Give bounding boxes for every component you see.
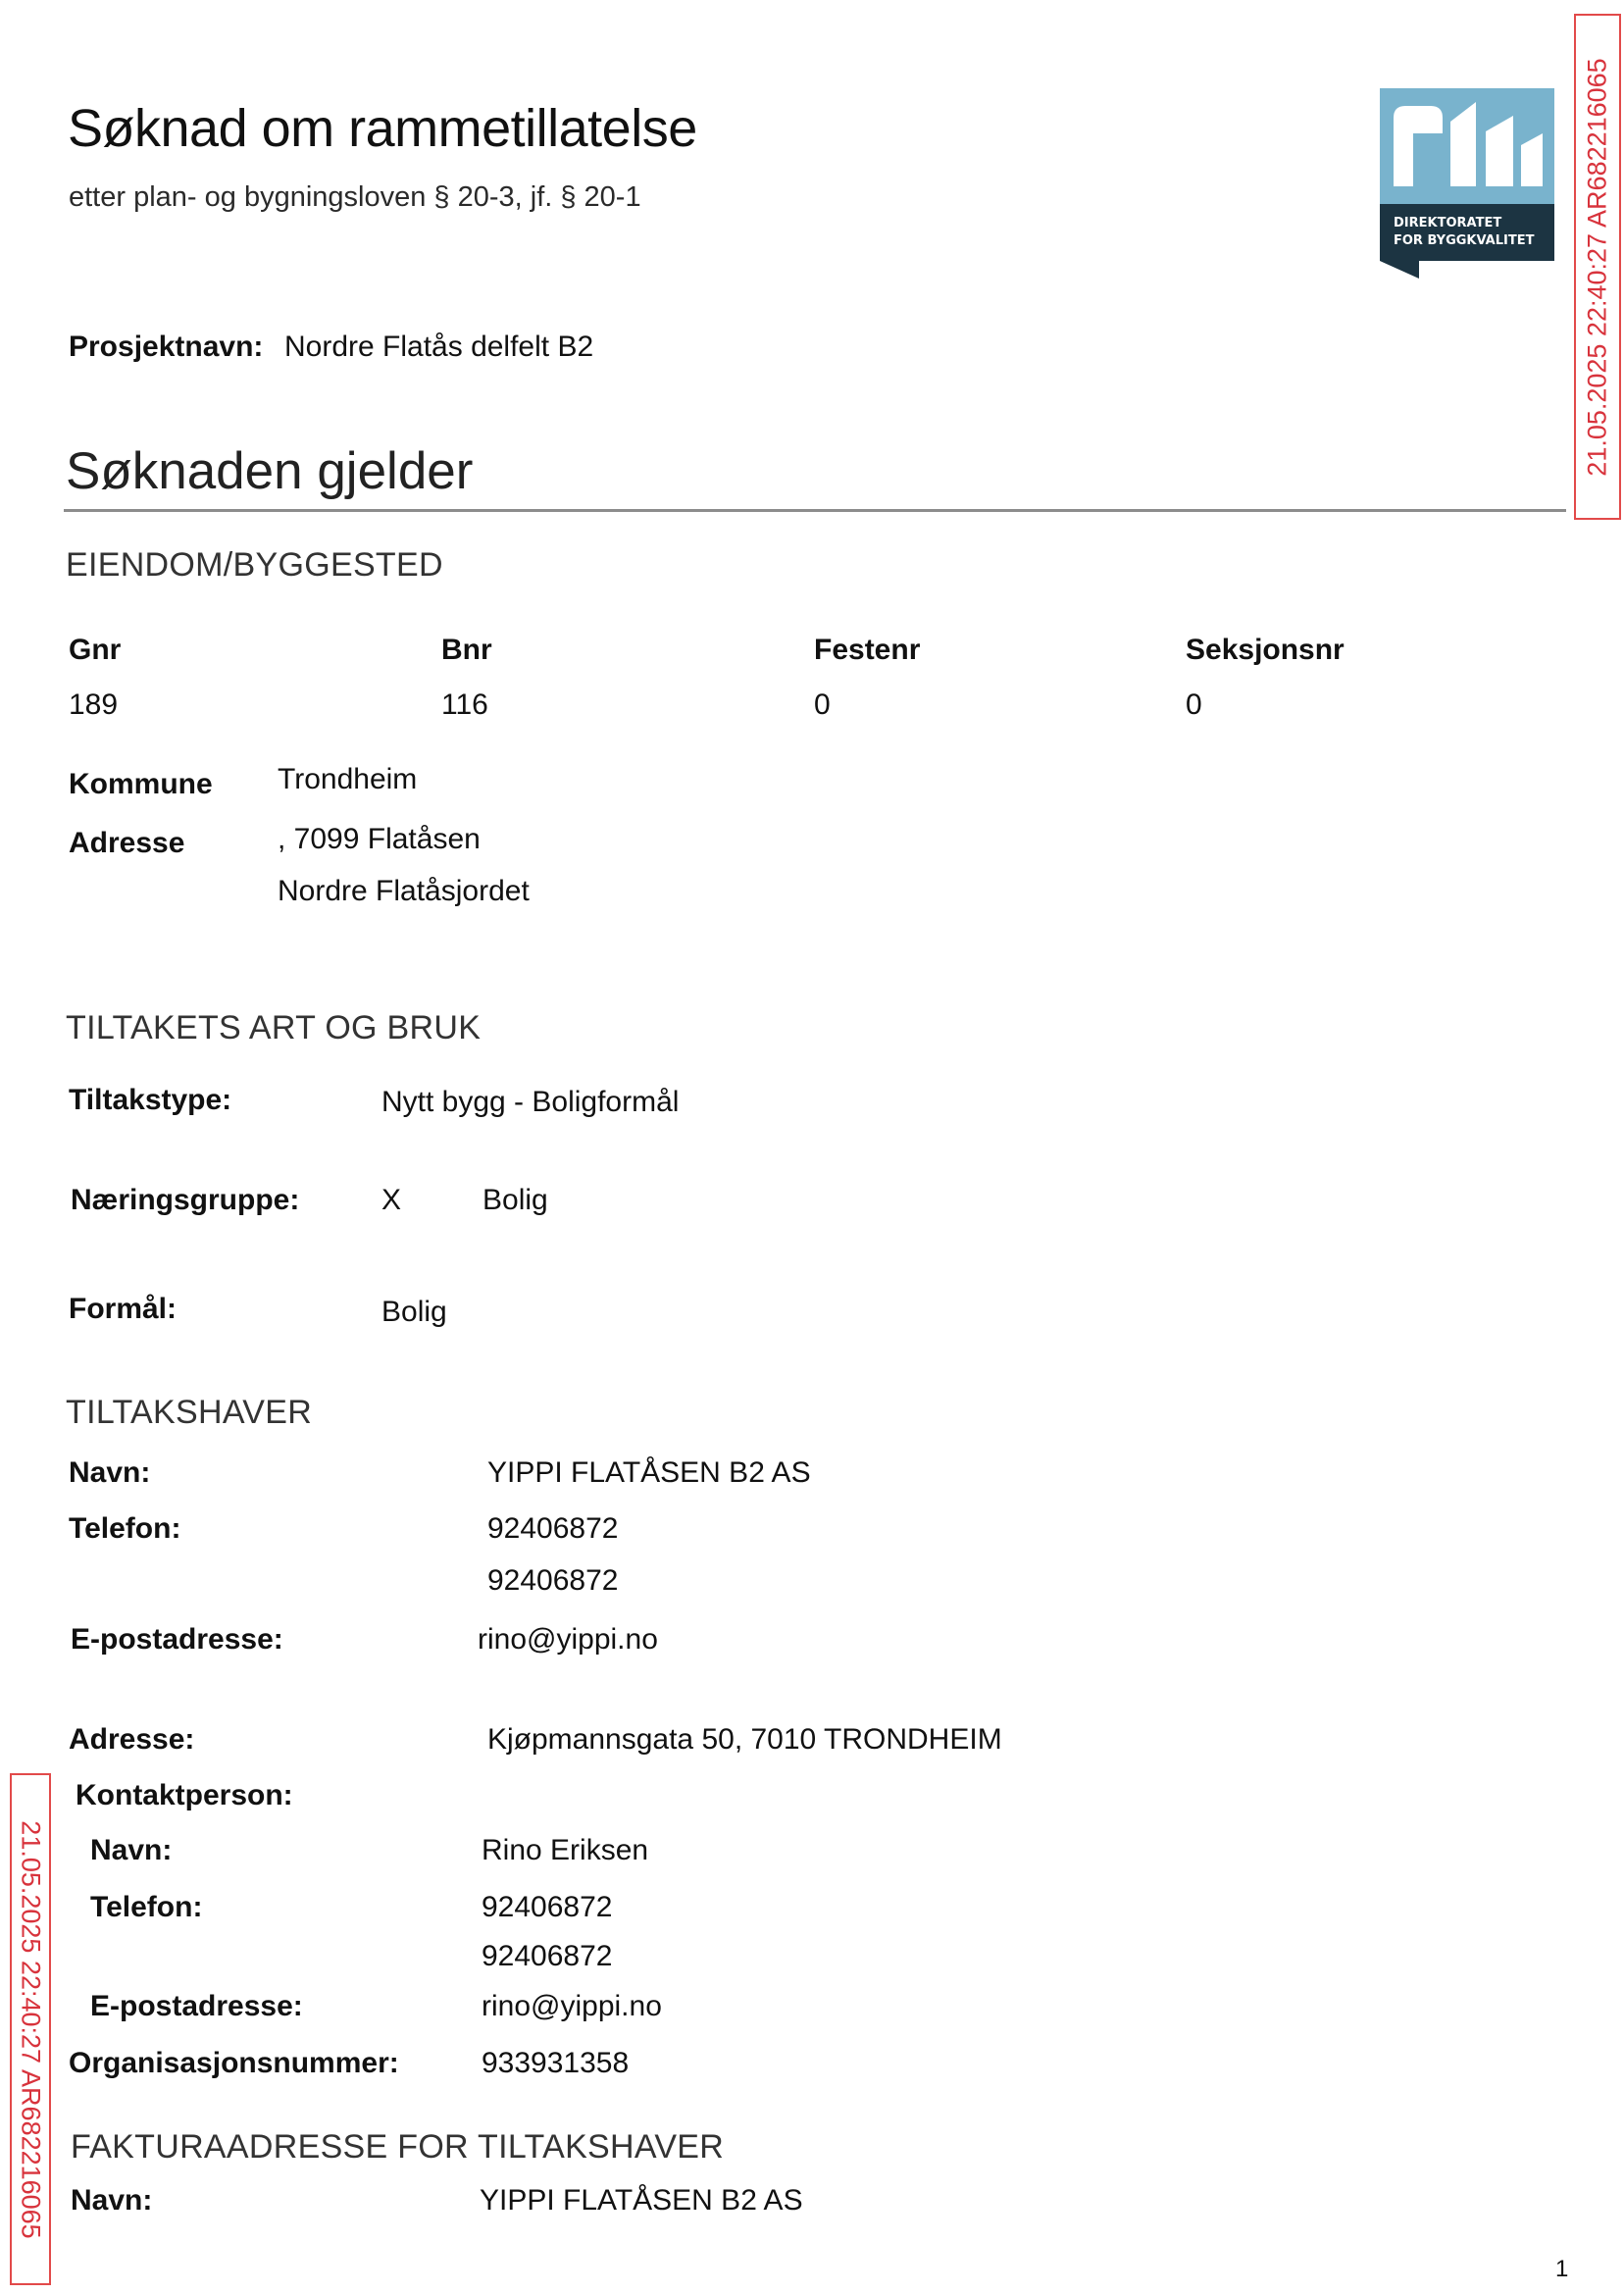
page-number: 1 xyxy=(1555,2256,1569,2282)
seksjonsnr-label: Seksjonsnr xyxy=(1186,634,1345,666)
naeringsgruppe-code: X xyxy=(381,1184,402,1216)
gnr-label: Gnr xyxy=(69,634,122,666)
document-title: Søknad om rammetillatelse xyxy=(68,99,697,158)
tiltakstype-value: Nytt bygg - Boligformål xyxy=(381,1086,680,1118)
property-heading: EIENDOM/BYGGESTED xyxy=(66,546,443,584)
kontaktperson-label: Kontaktperson: xyxy=(76,1779,293,1811)
logo-text-panel xyxy=(1380,204,1554,261)
faktura-navn-value: YIPPI FLATÅSEN B2 AS xyxy=(480,2184,803,2217)
tiltakshaver-adresse-value: Kjøpmannsgata 50, 7010 TRONDHEIM xyxy=(487,1723,1002,1756)
orgnr-label: Organisasjonsnummer: xyxy=(69,2047,399,2079)
kontakt-epost-label: E-postadresse: xyxy=(90,1990,303,2022)
faktura-heading: FAKTURAADRESSE FOR TILTAKSHAVER xyxy=(71,2128,725,2166)
orgnr-value: 933931358 xyxy=(482,2047,630,2079)
adresse-label: Adresse xyxy=(69,827,185,859)
tiltakshaver-adresse-label: Adresse: xyxy=(69,1723,195,1756)
kontakt-telefon-value: 92406872 xyxy=(482,1940,613,1972)
gnr-value: 189 xyxy=(69,688,119,721)
stamp-text: 21.05.2025 22:40:27 AR682216065 xyxy=(16,1819,46,2239)
kommune-value: Trondheim xyxy=(278,763,418,795)
naeringsgruppe-value: Bolig xyxy=(482,1184,548,1216)
kontakt-telefon-label: Telefon: xyxy=(90,1891,203,1923)
section-heading: Søknaden gjelder xyxy=(66,442,474,500)
adresse-line1: , 7099 Flatåsen xyxy=(278,823,481,855)
timestamp-stamp-left xyxy=(10,1773,51,2285)
formaal-label: Formål: xyxy=(69,1293,178,1325)
project-label: Prosjektnavn: xyxy=(69,331,264,363)
kontakt-epost-value: rino@yippi.no xyxy=(482,1990,662,2022)
festenr-label: Festenr xyxy=(814,634,921,666)
dibk-logo xyxy=(1380,88,1554,279)
stamp-text: 21.05.2025 22:40:27 AR682216065 xyxy=(1582,57,1612,477)
tiltakshaver-epost-value: rino@yippi.no xyxy=(478,1623,658,1656)
tiltakshaver-navn-label: Navn: xyxy=(69,1456,151,1489)
logo-text-line2: FOR BYGGKVALITET xyxy=(1394,233,1535,248)
tiltakshaver-telefon-value: 92406872 xyxy=(487,1564,619,1597)
tiltakshaver-telefon-value: 92406872 xyxy=(487,1512,619,1545)
kommune-label: Kommune xyxy=(69,768,213,800)
kontakt-navn-value: Rino Eriksen xyxy=(482,1834,649,1866)
timestamp-stamp-right xyxy=(1574,14,1621,520)
bnr-value: 116 xyxy=(441,688,488,721)
tiltakshaver-navn-value: YIPPI FLATÅSEN B2 AS xyxy=(487,1456,811,1489)
project-value: Nordre Flatås delfelt B2 xyxy=(284,331,594,363)
tiltakstype-label: Tiltakstype: xyxy=(69,1084,232,1116)
tiltakshaver-epost-label: E-postadresse: xyxy=(71,1623,283,1656)
bnr-label: Bnr xyxy=(441,634,492,666)
section-divider xyxy=(64,509,1566,512)
formaal-value: Bolig xyxy=(381,1296,447,1328)
faktura-navn-label: Navn: xyxy=(71,2184,153,2217)
kontakt-navn-label: Navn: xyxy=(90,1834,173,1866)
adresse-line2: Nordre Flatåsjordet xyxy=(278,875,530,907)
festenr-value: 0 xyxy=(814,688,831,721)
logo-text-line1: DIREKTORATET xyxy=(1394,216,1502,230)
document-subtitle: etter plan- og bygningsloven § 20-3, jf. § 20-1 xyxy=(69,181,641,213)
naeringsgruppe-label: Næringsgruppe: xyxy=(71,1184,300,1216)
seksjonsnr-value: 0 xyxy=(1186,688,1202,721)
tiltakshaver-heading: TILTAKSHAVER xyxy=(66,1394,313,1431)
logo-pennant xyxy=(1380,261,1419,279)
kontakt-telefon-value: 92406872 xyxy=(482,1891,613,1923)
tiltakshaver-telefon-label: Telefon: xyxy=(69,1512,181,1545)
tiltak-heading: TILTAKETS ART OG BRUK xyxy=(66,1009,482,1046)
